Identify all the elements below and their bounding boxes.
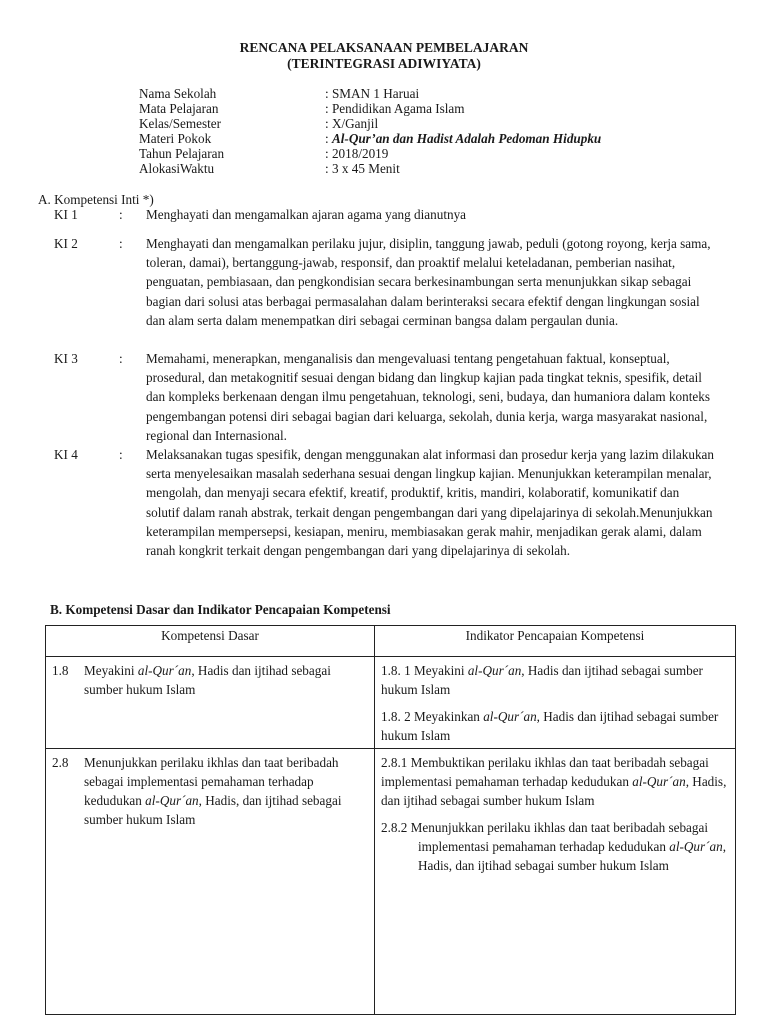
ipk-cell-1 [375,657,736,749]
page-title: RENCANA PELAKSANAAN PEMBELAJARAN [239,40,529,55]
page-subtitle: (TERINTEGRASI ADIWIYATA) [287,56,481,71]
ipk-item-2-2: 2.8.2 Menunjukkan perilaku ikhlas dan taat beribadah sebagai implementasi pemahaman terhadap kedudukan al-Qur´an, Hadis, dan ijtihad sebagai sumber hukum Islam [381,820,726,873]
ipk-item-1-2: 1.8. 2 Meyakinkan al-Qur´an, Hadis dan ijtihad sebagai sumber hukum Islam [381,709,719,743]
kd-header: Kompetensi Dasar [46,626,375,657]
ki4-colon: : [119,447,123,462]
ki3-code: KI 3 [54,351,78,366]
section-a-heading: A. Kompetensi Inti *) [38,192,154,207]
meta-label-time: AlokasiWaktu [139,161,215,176]
kd-no-1: 1.8 [52,663,69,678]
section-b-heading: B. Kompetensi Dasar dan Indikator Pencapaian Kompetensi [50,602,391,617]
ki4-code: KI 4 [54,447,78,462]
meta-label-subject: Mata Pelajaran [139,101,219,116]
meta-value-year: : 2018/2019 [325,146,389,161]
ki1-colon: : [119,207,123,222]
ki1-code: KI 1 [54,207,78,222]
ipk-item-2-1: 2.8.1 Membuktikan perilaku ikhlas dan taat beribadah sebagai implementasi pemahaman terhadap kedudukan al-Qur´an, Hadis, dan ijtihad sebagai sumber hukum Islam [381,755,727,808]
ki4-text: Melaksanakan tugas spesifik, dengan menggunakan alat informasi dan prosedur kerja yang lazim dilakukan serta menyelesaikan masalah sederhana sesuai dengan lingkup kajian. Menunjukkan keterampilan menalar, mengolah, dan menyaji secara efektif, kreatif, produktif, kritis, mandiri, kolaboratif, komunikatif dan solutif dalam ranah abstrak, terkait dengan pengembangan dari yang dipelajarinya di sekolah.Menunjukkan keterampilan mempersepsi, kesiapan, meniru, membiasakan gerak mahir, menjadikan gerak alami, dalam ranah kongkrit terkait dengan pengembangan dari yang dipelajarinya di sekolah. [146,447,714,559]
meta-topic-title: Al-Qur’an dan Hadist Adalah Pedoman Hidupku [331,131,602,146]
ipk-cell-2 [375,749,736,1015]
ki2-text: Menghayati dan mengamalkan perilaku jujur, disiplin, tanggung jawab, peduli (gotong royong, kerja sama, toleran, damai), bertanggung-jawab, responsif, dan proaktif melalui keteladanan, pemberian nasihat, penguatan, pembiasaan, dan pengkondisian secara berkesinambungan serta menunjukkan sikap sebagai bagian dari solusi atas berbagai permasalahan dalam berinteraksi secara efektif dengan lingkungan sosial dan alam serta dalam menempatkan diri sebagai cerminan bangsa dalam pergaulan dunia. [146,236,711,328]
ki3-colon: : [119,351,123,366]
meta-label-topic: Materi Pokok [139,131,212,146]
ipk-item-1-1: 1.8. 1 Meyakini al-Qur´an, Hadis dan ijtihad sebagai sumber hukum Islam [381,663,703,697]
meta-value-subject: : Pendidikan Agama Islam [325,101,465,116]
meta-value-time: : 3 x 45 Menit [325,161,400,176]
ki2-code: KI 2 [54,236,78,251]
kd-cell-1 [46,657,375,749]
meta-topic-colon: : [325,131,332,146]
kd-no-2: 2.8 [52,755,69,770]
ki2-colon: : [119,236,123,251]
meta-label-year: Tahun Pelajaran [139,146,225,161]
meta-label-school: Nama Sekolah [139,86,217,101]
kd-table [45,625,736,1015]
meta-label-class: Kelas/Semester [139,116,222,131]
meta-value-school: : SMAN 1 Haruai [325,86,420,101]
kd-cell-2 [46,749,375,1015]
ki1-text: Menghayati dan mengamalkan ajaran agama yang dianutnya [146,207,467,222]
ipk-header: Indikator Pencapaian Kompetensi [375,626,736,657]
kd-item-2: 2.8 Menunjukkan perilaku ikhlas dan taat beribadah sebagai implementasi pemahaman terhadap kedudukan al-Qur´an, Hadis, dan ijtihad sebagai sumber hukum Islam [52,755,342,827]
ki3-text: Memahami, menerapkan, menganalisis dan mengevaluasi tentang pengetahuan faktual, konseptual, prosedural, dan metakognitif sesuai dengan bidang dan lingkup kajian pada tingkat teknis, spesifik, detail dan kompleks berkenaan dengan ilmu pengetahuan, teknologi, seni, budaya, dan humaniora dalam konteks pengembangan potensi diri sebagai bagian dari keluarga, sekolah, dunia kerja, warga masyarakat nasional, regional dan Internasional. [146,351,710,443]
kd-item-1: 1.8 Meyakini al-Qur´an, Hadis dan ijtihad sebagai sumber hukum Islam [52,663,331,697]
meta-value-class: : X/Ganjil [325,116,379,131]
